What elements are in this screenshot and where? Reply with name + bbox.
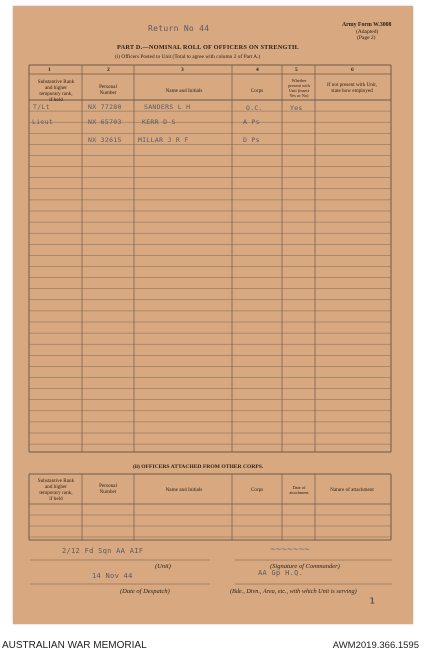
row2-rank: Lieut [32, 118, 54, 126]
row3-name: MILLAR J R F [138, 136, 189, 144]
section-ii-col1-header: Substantive Rank and higher temporary rank, if held [37, 478, 75, 502]
col1-header: Substantive Rank and higher temporary rank, if held [37, 79, 75, 103]
form-page: (Page 2) [357, 35, 376, 41]
row3-corps: D Ps [243, 136, 260, 144]
section-ii-col4-header: Corps [250, 487, 264, 493]
despatch-handwritten: 14 Nov 44 [92, 572, 133, 580]
section-i-title: (i) Officers Posted to Unit (Total to agree with column 2 of Part A.) [115, 54, 261, 60]
row1-number: NX 77280 [88, 103, 122, 111]
col3-header: Name and Initials [165, 88, 203, 94]
col-number-1: 1 [48, 67, 51, 73]
handwritten-title: Return No 44 [148, 24, 210, 33]
row1-corps: O.C. [246, 104, 263, 112]
col-number-6: 6 [351, 67, 354, 73]
col-number-2: 2 [107, 67, 110, 73]
part-title: PART D.—NOMINAL ROLL OF OFFICERS ON STRENGTH. [117, 44, 299, 51]
col5-header: Whether present with Unit (insert Yes or No) [288, 78, 310, 98]
row1-present: Yes [290, 104, 303, 112]
section-ii-col3-header: Name and Initials [165, 487, 203, 493]
row1-name: SANDERS L H [144, 103, 191, 111]
form-name: Army Form W.3008 [342, 22, 392, 28]
col6-header: If not present with Unit, state how employed [327, 82, 377, 94]
col-number-5: 5 [295, 67, 298, 73]
col4-header: Corps [250, 88, 264, 94]
signature-label: (Signature of Commander) [270, 563, 340, 570]
section-ii-col6-header: Nature of attachment [330, 487, 374, 493]
initials-mark: ¹ [368, 596, 377, 612]
row1-rank: T/Lt [33, 103, 50, 111]
footer-right: AWM2019.366.1595 [332, 640, 419, 651]
row2-number: NX 65703 [88, 118, 122, 126]
form-adapted: (Adapted) [356, 29, 379, 35]
commander-signature: ~~~~~~~ [270, 545, 311, 555]
section-ii-title: (ii) OFFICERS ATTACHED FROM OTHER CORPS. [133, 464, 264, 470]
despatch-label: (Date of Despatch) [120, 588, 170, 595]
row2-name: KERR D S [142, 118, 176, 126]
col-number-3: 3 [181, 67, 184, 73]
unit-handwritten: 2/12 Fd Sqn AA AIF [62, 547, 144, 555]
section-ii-col5-header: Date of attachment [289, 485, 309, 495]
location-label: (Bde., Divn., Area, etc., with which Unit is serving) [230, 588, 357, 595]
col2-header: Personal Number [99, 84, 117, 96]
unit-label: (Unit) [155, 563, 171, 570]
col-number-4: 4 [256, 67, 259, 73]
row2-corps: A Ps [243, 118, 260, 126]
location-handwritten: AA Gp H.Q. [258, 569, 304, 577]
footer-left: AUSTRALIAN WAR MEMORIAL [2, 640, 147, 651]
row3-number: NX 32615 [88, 136, 122, 144]
section-ii-col2-header: Personal Number [99, 483, 117, 495]
